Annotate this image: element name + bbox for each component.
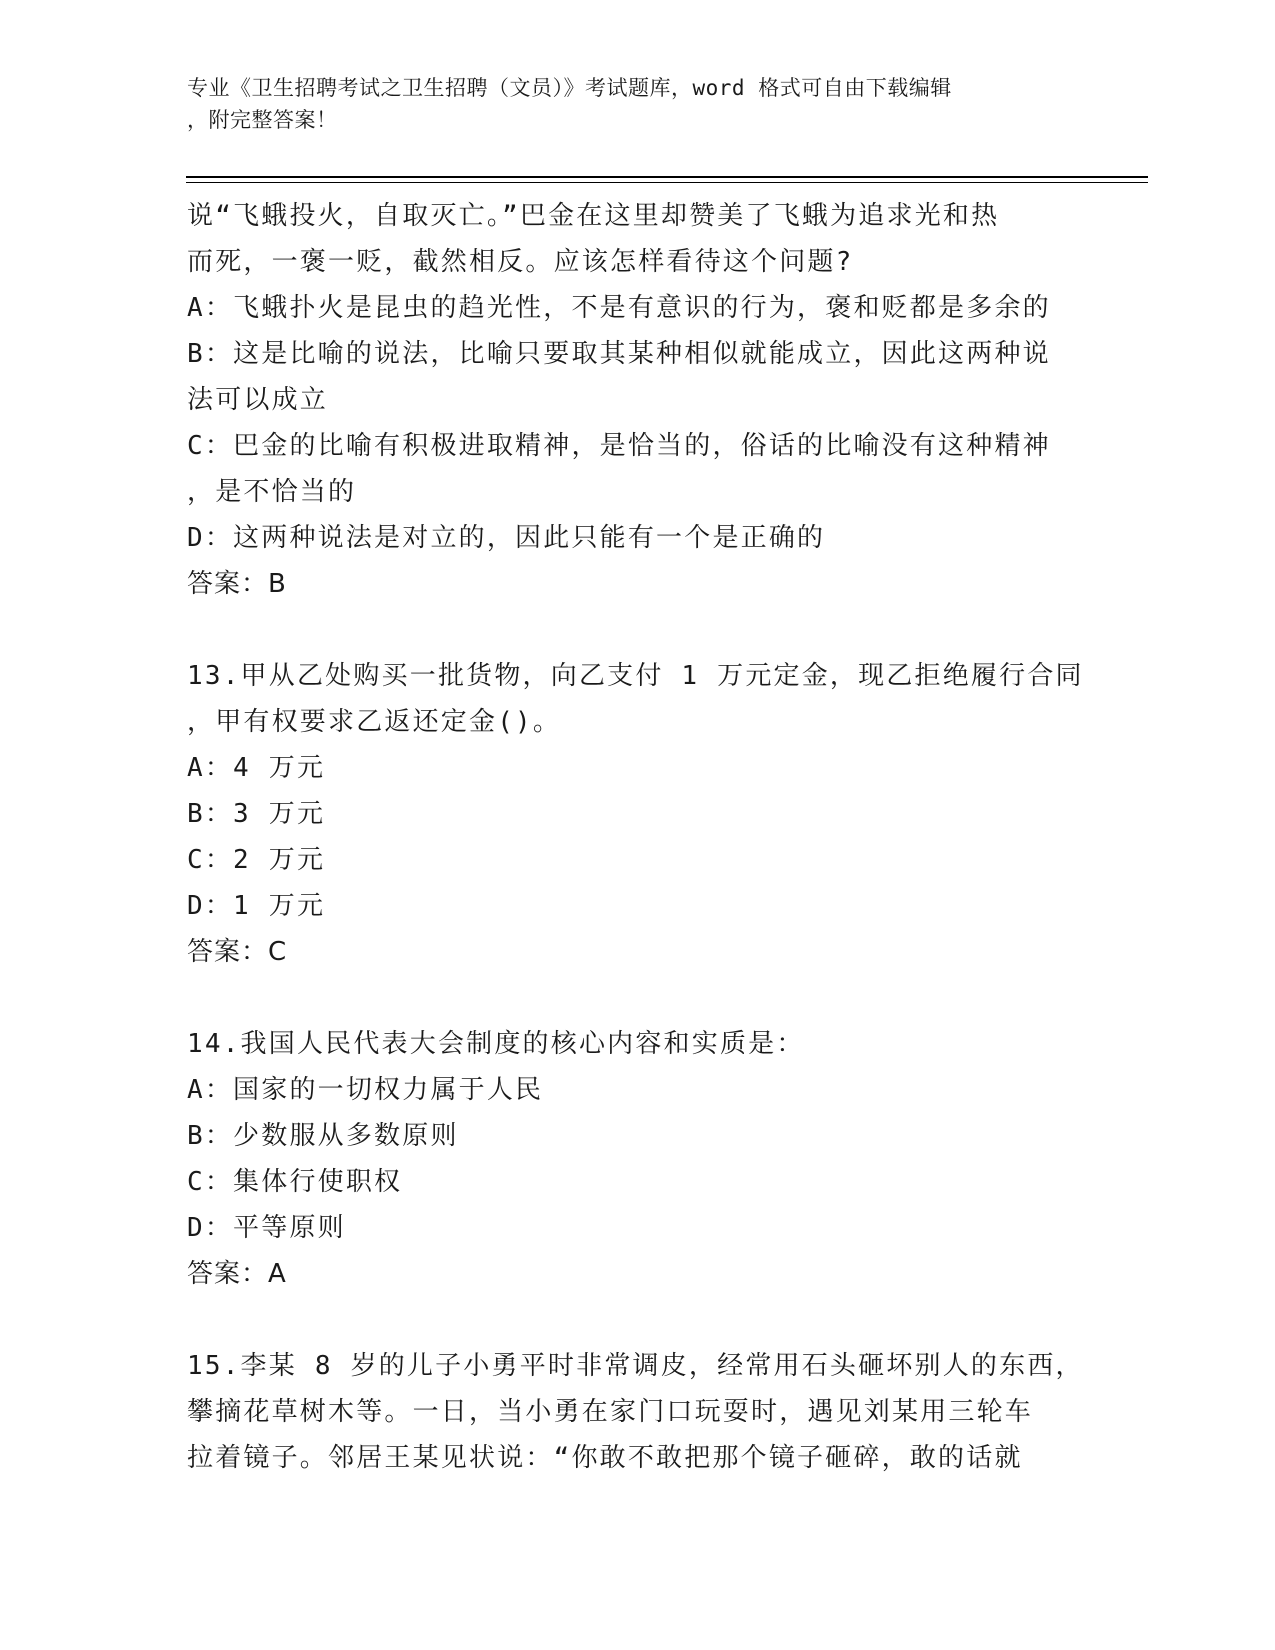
question-12 — [187, 193, 1087, 607]
header-line-2: ，附完整答案！ — [187, 108, 338, 132]
option-a: A：4 万元 — [187, 753, 326, 783]
option-a: A：国家的一切权力属于人民 — [187, 1075, 544, 1105]
question-13 — [187, 653, 1087, 975]
option-d: D：1 万元 — [187, 891, 326, 921]
option-d: D：平等原则 — [187, 1213, 346, 1243]
answer-label: 答案：B — [187, 569, 287, 599]
option-c: C：巴金的比喻有积极进取精神，是恰当的，俗话的比喻没有这种精神 — [187, 431, 1051, 461]
spacer — [187, 1297, 1087, 1343]
question-text-line: 说“飞蛾投火，自取灭亡。”巴金在这里却赞美了飞蛾为追求光和热 — [187, 201, 1000, 231]
question-text-line: 攀摘花草树木等。一日，当小勇在家门口玩耍时，遇见刘某用三轮车 — [187, 1397, 1034, 1427]
question-text-line: 而死，一褒一贬，截然相反。应该怎样看待这个问题? — [187, 247, 854, 277]
question-text-line: 13.甲从乙处购买一批货物，向乙支付 1 万元定金，现乙拒绝履行合同 — [187, 661, 1084, 691]
option-a: A：飞蛾扑火是昆虫的趋光性，不是有意识的行为，褒和贬都是多余的 — [187, 293, 1051, 323]
answer-label: 答案：C — [187, 937, 288, 967]
option-b: B：这是比喻的说法，比喻只要取其某种相似就能成立，因此这两种说 — [187, 339, 1051, 369]
question-text-line: ，甲有权要求乙返还定金()。 — [187, 707, 562, 737]
option-b: B：少数服从多数原则 — [187, 1121, 459, 1151]
question-text-line: 15.李某 8 岁的儿子小勇平时非常调皮，经常用石头砸坏别人的东西， — [187, 1351, 1084, 1381]
spacer — [187, 607, 1087, 653]
header-rule-thick — [186, 176, 1148, 178]
document-header — [187, 72, 1067, 136]
header-rule-thin — [186, 182, 1148, 183]
question-content — [187, 193, 1087, 1481]
question-14 — [187, 1021, 1087, 1297]
option-c: C：2 万元 — [187, 845, 326, 875]
option-c-continuation: ，是不恰当的 — [187, 477, 357, 507]
option-d: D：这两种说法是对立的，因此只能有一个是正确的 — [187, 523, 826, 553]
option-b: B：3 万元 — [187, 799, 326, 829]
question-text-line: 14.我国人民代表大会制度的核心内容和实质是： — [187, 1029, 805, 1059]
option-b-continuation: 法可以成立 — [187, 385, 329, 415]
spacer — [187, 975, 1087, 1021]
option-c: C：集体行使职权 — [187, 1167, 403, 1197]
question-15 — [187, 1343, 1087, 1481]
question-text-line: 拉着镜子。邻居王某见状说：“你敢不敢把那个镜子砸碎，敢的话就 — [187, 1443, 1023, 1473]
answer-label: 答案：A — [187, 1259, 287, 1289]
header-line-1: 专业《卫生招聘考试之卫生招聘（文员）》考试题库，word 格式可自由下载编辑 — [187, 76, 952, 100]
